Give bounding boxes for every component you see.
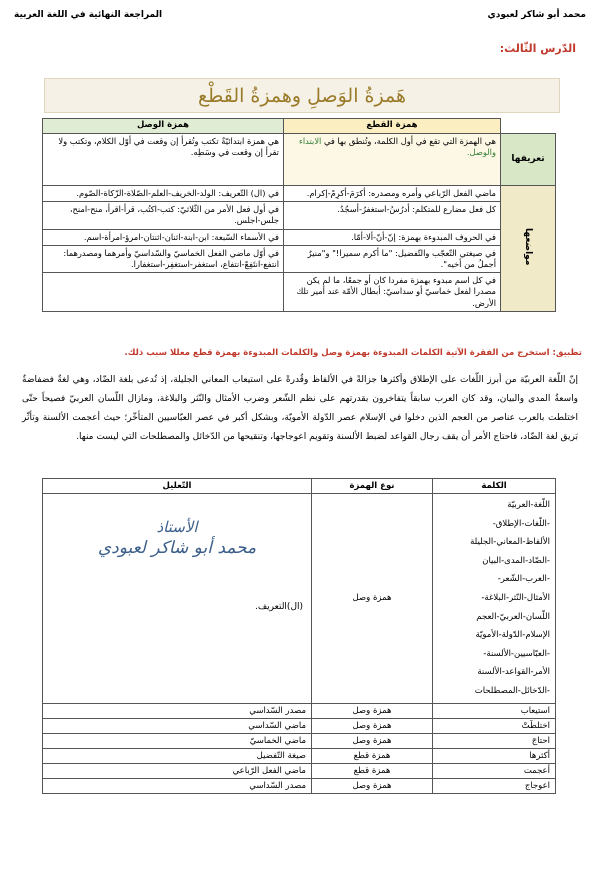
wasl-definition: هي همزة ابتدائيّةٌ تكتب وتُقرأ إن وقعت في أوّل الكلام، وتكتب ولا تقرأ إن وقعت في وسَطِه.: [43, 134, 284, 186]
definition-label: تعريفها: [501, 134, 556, 186]
table-row-type: همزة قطع: [312, 763, 433, 778]
table-row-word: أعجمت: [433, 763, 556, 778]
hamza-type: همزة وصل: [312, 494, 433, 704]
hamza-comparison-table: [42, 118, 556, 312]
author-name: محمد أبو شاكر لعبودي: [487, 10, 586, 20]
definite-article-words: اللّغة-العربيّة -اللّغات-الإطلاق- الألفاظ-المعاني-الجليلة -الضّاد-المدى-البيان -العرب-الشّعر- الأمثال-النّثر-البلاغة- اللّسان-العربيّ-العجم الإسلام-الدّولة-الأمويّة -العبّاسيين-الألسنة- الأمر-القواعد-الألسنة -الدّخائل-المصطلحات: [433, 494, 556, 704]
wasl-place: في أول فعل الأمر من الثّلاثيّ: كتب-اكتُب، قرأ-اقرأ، منح-امنح، جلس-اجلس.: [43, 202, 284, 229]
table-row-word: احتاجَ: [433, 733, 556, 748]
header-word: الكلمة: [433, 479, 556, 494]
lesson-label: الدّرس الثّالث:: [499, 42, 576, 55]
table-row-word: أكثرها: [433, 748, 556, 763]
table-row-justification: ماضي الفعل الرّباعي: [43, 763, 312, 778]
application-instruction: تطبيق: استخرج من الفقرة الآتية الكلمات المبدوءة بهمزة وصل والكلمات المبدوءة بهمزة قطع معللا سبب ذلك.: [124, 348, 582, 358]
table-row-type: همزة وصل: [312, 778, 433, 793]
justification-cell: [43, 494, 312, 704]
exercise-paragraph: إنّ اللّغة العربيّة من أبرز اللّغات على الإطلاق وأكثرها جزالةً في الألفاظ وقُدرةً على استيعاب المعاني الجليلة، إذ تُدعى بلغة الضّاد، وهي لغةٌ فضفاضةٌ واسعةُ المدى والبيان، وقد كان العرب سابقاً يتفاخرون بقدرتهم على نظم الشّعر وضرب الأمثال والنّثر والبلاغة، ومازال اللّسان العربيّ فصيحاً حتّى اختلطت بالعرب عناصر من العجم الذين دخلوا في الإسلام عصر الدّولة الأمويّة، وبشكل أكبر في عصر العبّاسيين المتأخّر؛ حيث أعجمت الألسنة وتأثّر بَريق لغة الضّاد، فاحتاج الأمر أن يقف رجال القواعد لضبط الألسنة وتقويم اعوجاجها، وتنقيحها من الدّخائل والمصطلحات التي ليست منها.: [22, 375, 578, 442]
header-hamzat-qat: همزة القطع: [284, 119, 501, 134]
table-row-type: همزة وصل: [312, 718, 433, 733]
header-justification: التّعليل: [43, 479, 312, 494]
header-hamzat-wasl: همزة الوصل: [43, 119, 284, 134]
subject-title: المراجعة النهائية في اللغة العربية: [14, 10, 163, 20]
table-row-justification: مصدر السّداسي: [43, 778, 312, 793]
table-row-justification: ماضي السّداسي: [43, 718, 312, 733]
wasl-place: في أوّل ماضي الفعل الخماسيّ والسّداسيّ وأمرهما ومصدرهما: انتفع-انتَفِعْ-انتفاع، استغفر-استغفِر-استغفارا.: [43, 245, 284, 272]
author-signature: الأستاذ محمد أبو شاكر لعبودي (ال)التعريف.: [97, 518, 303, 612]
table-row-justification: صيغة التّفضيل: [43, 748, 312, 763]
table-row-justification: ماضي الخماسيّ: [43, 733, 312, 748]
wasl-place: في الأسماء السّبعة: ابن-ابنة-اثنان-اثنتان-امرؤ-امرأة-اسم.: [43, 229, 284, 245]
table-row-type: همزة وصل: [312, 733, 433, 748]
table-row-word: استيعاب: [433, 703, 556, 718]
qat-place: في الحروف المبدوءة بهمزة: إنّ-أنّ-ألا-أمّا.: [284, 229, 501, 245]
qat-place: في صيغتي التّعجّب والتّفضيل: "ما أكرم سميرا!" و"منيرٌ أجملُ من أخيه".: [284, 245, 501, 272]
table-row-word: اعوجاج: [433, 778, 556, 793]
answer-table: [42, 478, 556, 794]
table-row-word: اختلطَتْ: [433, 718, 556, 733]
qat-place: كل فعل مضارع للمتكلم: أدرُسُ-استغفرُ-أسجُدُ.: [284, 202, 501, 229]
wasl-place: في (ال) التّعريف: الولد-الخريف-العلم-الصّلاة-الزّكاة-الصّوم.: [43, 186, 284, 202]
table-row-justification: مصدر السّداسي: [43, 703, 312, 718]
lesson-title-banner: [44, 78, 560, 113]
places-label: مواضعها: [501, 186, 556, 312]
wasl-place: [43, 273, 284, 312]
table-row-type: همزة وصل: [312, 703, 433, 718]
qat-place: في كل اسم مبدوء بهمزة مفردا كان أو جمعًا، ما لم يكن مصدرا لفعل خماسيّ أو سداسيّ: أبطال الأمّة عند أمير تلك الأرض.: [284, 273, 501, 312]
table-row-type: همزة قطع: [312, 748, 433, 763]
header-type: نوع الهمزة: [312, 479, 433, 494]
qat-place: ماضي الفعل الرّباعي وأمره ومصدره: أكرَمَ-أكرِمْ-إكرام.: [284, 186, 501, 202]
qat-definition: هي الهمزة التي تقع في أول الكلمة، وتُنطق بها في الابتداء والوصل.: [284, 134, 501, 186]
lesson-title: هَمزةُ الوَصلِ وهمزةُ القَطْع: [198, 84, 406, 107]
page-header: [14, 10, 586, 26]
